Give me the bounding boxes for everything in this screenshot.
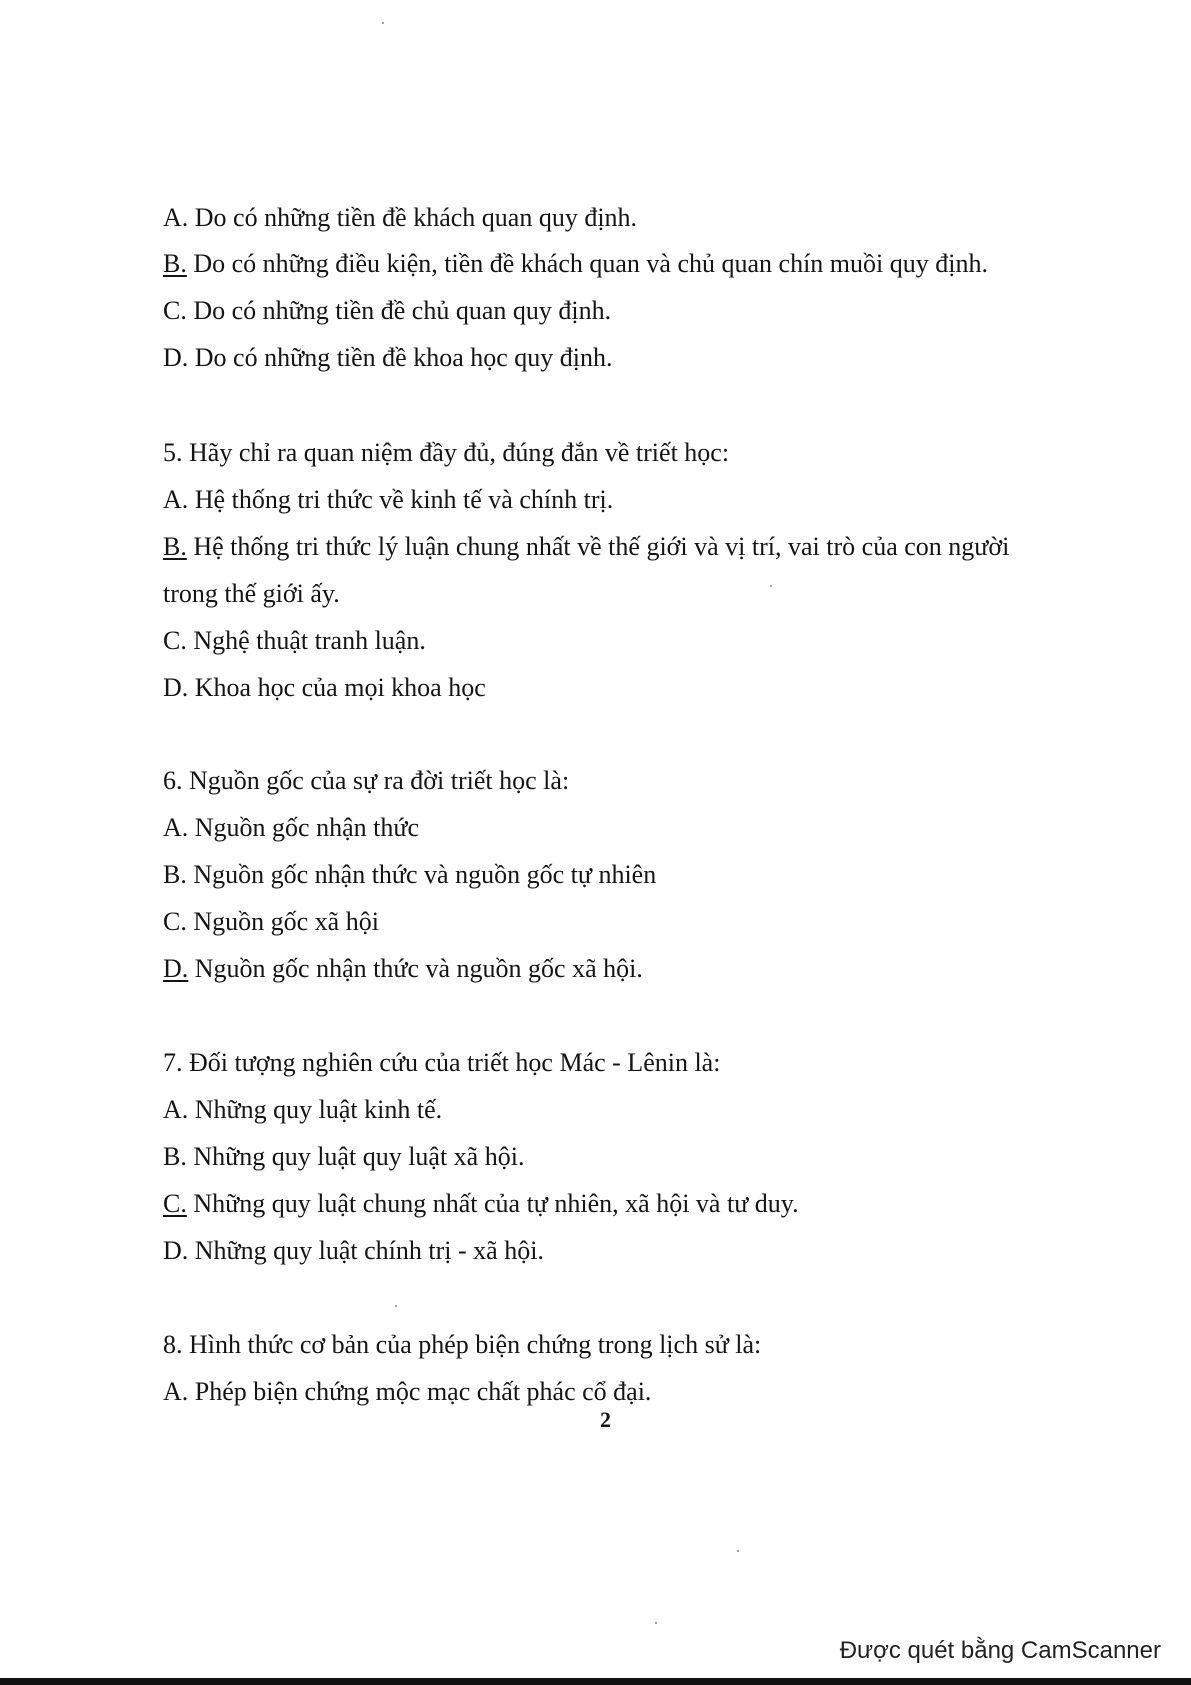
option-text: Nguồn gốc nhận thức — [188, 813, 419, 842]
q5-question: 5. Hãy chỉ ra quan niệm đầy đủ, đúng đắn về triết học: — [163, 438, 730, 467]
option-mark-correct: D. — [163, 954, 189, 983]
option-mark: A. — [163, 813, 189, 842]
option-mark: C. — [163, 296, 187, 325]
option-text: Những quy luật chính trị - xã hội. — [188, 1236, 544, 1265]
option-mark-correct: B. — [163, 532, 187, 561]
option-text: Nguồn gốc xã hội — [186, 907, 379, 936]
q5-option-b — [163, 530, 1009, 564]
option-text: Nghệ thuật tranh luận. — [186, 626, 426, 655]
q6-option-a — [163, 811, 419, 845]
q4-option-a — [163, 201, 637, 235]
q7-question: 7. Đối tượng nghiên cứu của triết học Mác - Lênin là: — [163, 1048, 721, 1077]
option-text: Hệ thống tri thức lý luận chung nhất về thế giới và vị trí, vai trò của con người — [186, 532, 1010, 561]
q5-option-d — [163, 671, 486, 705]
option-text: Do có những tiền đề chủ quan quy định. — [186, 296, 612, 325]
option-mark: B. — [163, 1142, 187, 1171]
option-mark: A. — [163, 203, 189, 232]
q4-option-c — [163, 294, 611, 328]
option-text: Những quy luật chung nhất của tự nhiên, xã hội và tư duy. — [186, 1189, 799, 1218]
option-text: Nguồn gốc nhận thức và nguồn gốc tự nhiên — [186, 860, 657, 889]
scan-speck — [395, 1305, 397, 1307]
option-mark: D. — [163, 1236, 189, 1265]
option-mark: A. — [163, 1377, 189, 1406]
q4-option-b — [163, 247, 988, 281]
option-mark: C. — [163, 907, 187, 936]
option-text: Hệ thống tri thức về kinh tế và chính trị. — [188, 485, 614, 514]
option-text: Khoa học của mọi khoa học — [188, 673, 486, 702]
option-text: Do có những điều kiện, tiền đề khách quan và chủ quan chín muồi quy định. — [186, 249, 988, 278]
option-text: Do có những tiền đề khách quan quy định. — [188, 203, 638, 232]
scan-bottom-edge — [0, 1678, 1191, 1685]
option-mark: A. — [163, 485, 189, 514]
option-mark-correct: B. — [163, 249, 187, 278]
option-text: Nguồn gốc nhận thức và nguồn gốc xã hội. — [188, 954, 643, 983]
q5-option-c — [163, 624, 426, 658]
option-mark: D. — [163, 673, 189, 702]
option-text: Những quy luật kinh tế. — [188, 1095, 443, 1124]
q8-option-a — [163, 1375, 651, 1409]
scanner-watermark: Được quét bằng CamScanner — [839, 1637, 1161, 1664]
q6-question: 6. Nguồn gốc của sự ra đời triết học là: — [163, 766, 570, 795]
q6-option-c — [163, 905, 379, 939]
option-text: Những quy luật quy luật xã hội. — [186, 1142, 525, 1171]
option-text: trong thế giới ấy. — [163, 579, 340, 608]
q7-option-a — [163, 1093, 442, 1127]
q4-option-d — [163, 341, 613, 375]
scan-speck — [655, 1622, 657, 1624]
scan-speck — [382, 22, 384, 24]
q7-option-b — [163, 1140, 524, 1174]
q6-option-d — [163, 952, 643, 986]
q6-option-b — [163, 858, 656, 892]
q7-option-d — [163, 1234, 544, 1268]
option-text: Phép biện chứng mộc mạc chất phác cổ đại. — [188, 1377, 652, 1406]
option-mark: A. — [163, 1095, 189, 1124]
option-mark: B. — [163, 860, 187, 889]
q5-option-b-continued — [163, 577, 340, 611]
option-mark: D. — [163, 343, 189, 372]
q8-question: 8. Hình thức cơ bản của phép biện chứng trong lịch sử là: — [163, 1330, 762, 1359]
option-text: Do có những tiền đề khoa học quy định. — [188, 343, 613, 372]
option-mark-correct: C. — [163, 1189, 187, 1218]
page-number: 2 — [600, 1407, 611, 1432]
option-mark: C. — [163, 626, 187, 655]
q5-option-a — [163, 483, 613, 517]
scan-speck — [770, 585, 772, 587]
q7-option-c — [163, 1187, 799, 1221]
scan-speck — [737, 1550, 739, 1552]
